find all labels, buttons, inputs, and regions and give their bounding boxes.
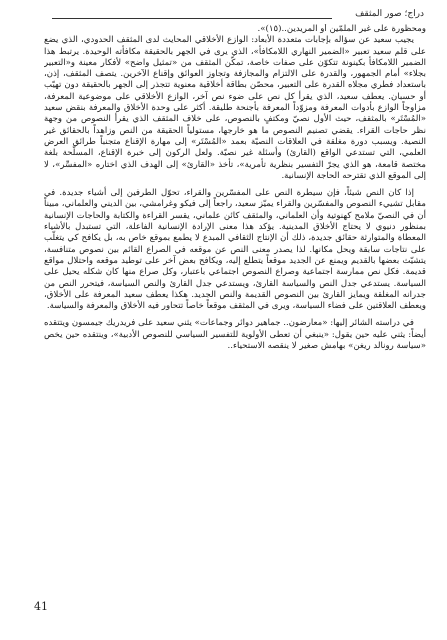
page-number: 41: [34, 600, 48, 613]
paragraph-3: إذا كان النص شيئاً، فإن سيطرة النص على المفسّرين والقراء، تحوّل الطرفين إلى أشياء جديدة. في مقابل تشييء النصوص والمفسّرين والقراء يميّز سعيد، راجعاً إلى فيكو وغرامشي، بين الديني والعلماني، مبيناً أن في النصيّ ملامح كهنوتية وأن العلماني، والمثقف كائن علماني، يقسر القراءة والكتابة والحاجات الإنسانية بمنظور دنيوي لا يحتاج الأخلاق المدينية. يؤكد هذا معنى الإرادة الإنسانية الفاعلة، التي تستبدل بالأشياء المعطاة والمتوارثة حقائق جديدة، ذلك أن الإنتاج الثقافي المبدع لا يطمع بموقع خاص به، بل يكافح كي يتغلّب على نتاجات سابقة ويحل مكانها. لذا يصدر معنى النص عن موقعه في الصراع القائم بين نصوص متنافسة، يتشيّث بعضها بالقديم ويمنع عن الجديد موقعاً يتطلع إليه، ويكافح بعض آخر على توطيد موقعه واحتلال مواقع قديمة. فكل نص ممارسة اجتماعية وصراع النصوص اجتماعي باعتبار، وكل صراع منها كان شكله يحيل على السياسة. يستدعي جدل النص والسياسة القارئ، ويستدعي جدل القارئ والنص السياسة، فيتحرر النص من جدرانه المغلقة ويمايز القارئ بين النصوص القديمة والنص الجديد. هكذا يعطف سعيد المعرفة على الأخلاق، ويعطف العلاقتين على فضاء السياسة، ويرى في المثقف موقعاً خاصاً تتحاور فيه الأخلاق والمعرفة والسياسة.: [44, 188, 426, 312]
running-header-title: دراج؛ صور المثقف: [355, 9, 424, 19]
body-text: [44, 24, 426, 600]
header-rule: [52, 18, 332, 19]
paragraph-1: ومحظورة على غير الملمّين أو المريدين..(١٥)».: [257, 24, 426, 34]
paragraph-4: في دراسته الشائر إليها: «معارضون.. جماهير دوائر وجماعات» يثني سعيد على فريدريك جيمسون ويتتقده أيضاً: يثني عليه حين يقول: «ينبغي أن تعطى الأولوية للتفسير السياسي للنصوص الأدبية»، وينتقده حين يخص «سياسة رونالد ريغن» بهامش صغير لا ينقصه الاستحياء..: [44, 318, 426, 352]
running-header: [52, 8, 424, 22]
paragraph-2: يجيب سعيد عن سؤاله بإجابات متعددة الأبعاد: الوازع الأخلاقي المحايث لدى المثقف الحدودي، الذي يضع على قلم سعيد تعبير «الضمير النهاري اللامكافأ»، الذي يرى في الجهر بالحقيقة مكافأته الوحيدة. يرتبط هذا الضمير اللامكافأ بكينونة تتكوّن على صفات خاصة، تمكّن المثقف من «تمثيل واضح» لأفكار معينة و«التعبير بجلاء» أمام الجمهور، والقدرة على الالتزام والمجازفة وتجاوز العوائق وإقناع الآخرين. يتصف المثقف، إذن، باستعداد فطري مجلاه القدرة على التعبير، محصّن بطاقة أخلاقية معنوية تتجذر إلى الجهر بالحقيقة دون تهيّب أو حسبان. يعطف سعيد، الذي يقرأ كل نص على ضوء نص آخر، الوازع الأخلاقي على موضوعية المعرفة، مزاوجاً الوازع بأدوات المعرفة ومزوّداً المعرفة بأجنحة طليقة. أكثر على وحدة الأخلاق والمعرفة بنقض سعيد «المُسْتَر» بالمثقف، حيث الأول نصيّ ومكتفٍ بالنصوص، على خلاف المثقف الذي يقرأ النصوص من وجهة نظر حاجات القراء. يقضي تصنيم النصوص ما هو خارجها، مستولياً الحقيقة من النص وزاهداً بالحقائق غير النصية. ويسبب دورة مغلقة في العلاقات النصيّة بعمد «المُسْتَر» إلى مهارة الإقناع متجنباً طرائق العرض العلمي، التي تستدعي الواقع (القارئ) وأسئلة غير نصيّة. ولعل الركون إلى خبرة الإقناع، المسلّحة بلغة مختصة قامعة، هو الذي يجرّ التفسير بنظرية تأمرية»، تأخذ «القارئ» إلى الهدف الذي اختاره «المفسِّر»، لا إلى الموقع الذي تقترحه الحاجة الإنسانية.: [44, 35, 426, 181]
